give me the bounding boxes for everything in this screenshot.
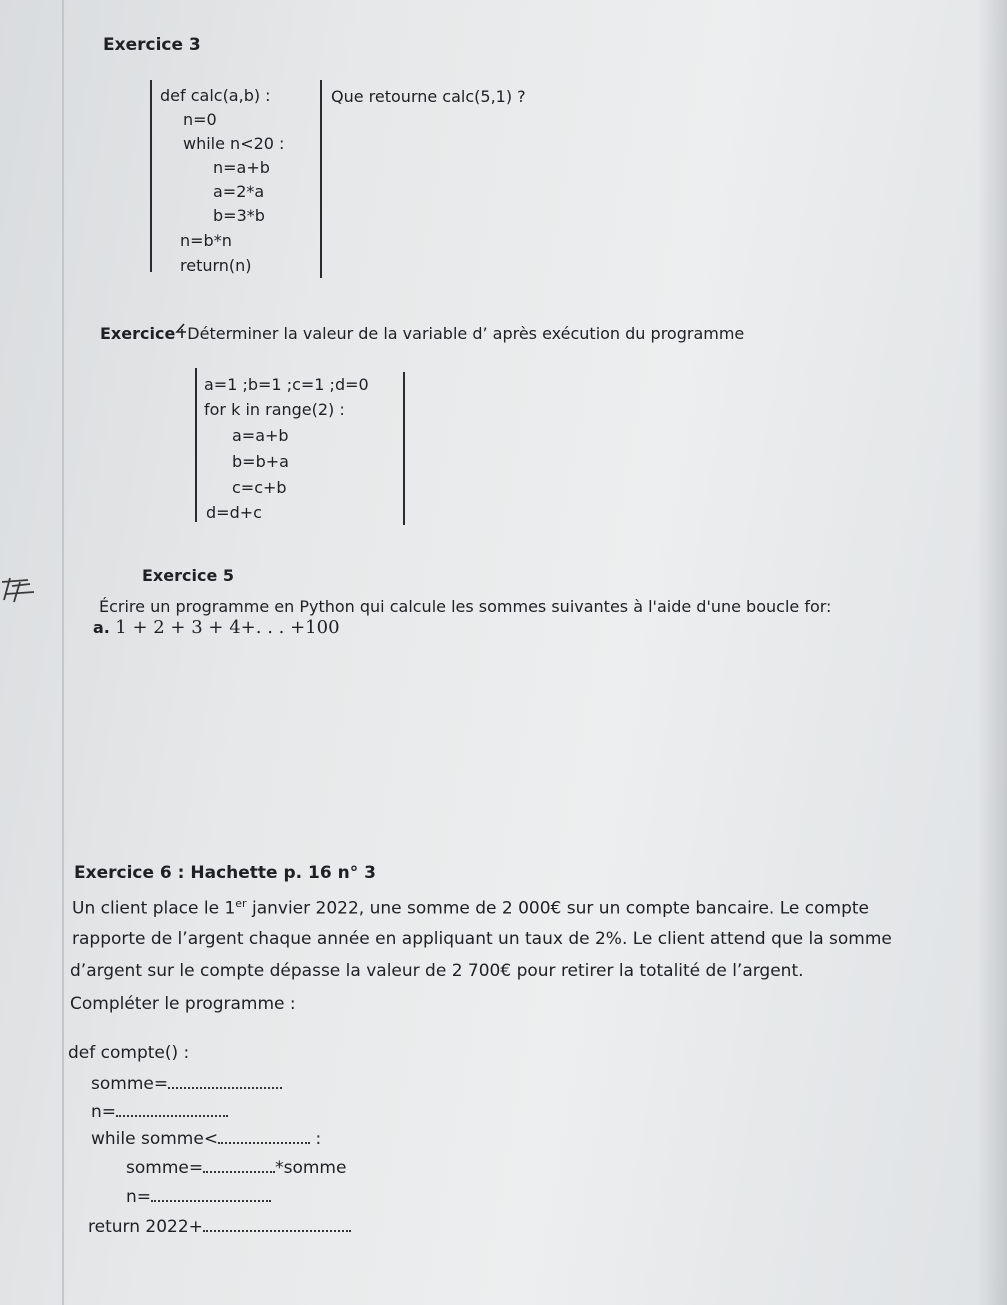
ex4-code-right-border xyxy=(403,372,405,525)
ex3-title: Exercice 3 xyxy=(103,35,201,55)
ex5-instruction: Écrire un programme en Python qui calcule les sommes suivantes à l'aide d'une boucle for: xyxy=(99,597,832,616)
ex6-code-line xyxy=(126,1157,346,1178)
sheet-edge xyxy=(62,0,64,1305)
fill-in-blank[interactable] xyxy=(218,1128,310,1144)
ex6-para-line1-b: janvier 2022, une somme de 2 000€ sur un compte bancaire. Le compte xyxy=(246,898,869,919)
ex3-code-line: a=2*a xyxy=(213,182,265,201)
ex4-code-line: b=b+a xyxy=(232,452,289,471)
ex6-para-line1-a: Un client place le 1 xyxy=(72,898,236,919)
ex6-code-line xyxy=(91,1101,228,1122)
ex3-question: Que retourne calc(5,1) ? xyxy=(331,87,526,106)
ex6-code-somme2-end: *somme xyxy=(275,1158,347,1178)
ex3-code-line: b=3*b xyxy=(213,206,265,225)
ex3-code-line: def calc(a,b) : xyxy=(160,86,271,105)
ex6-title: Exercice 6 : Hachette p. 16 n° 3 xyxy=(74,863,376,883)
ex4-code-line: a=a+b xyxy=(232,426,289,445)
ex3-code-line: n=0 xyxy=(183,110,217,129)
ex4-code-line: c=c+b xyxy=(232,478,287,497)
ex6-code-line xyxy=(91,1128,321,1149)
ex6-code-line: def compte() : xyxy=(68,1043,190,1063)
ex6-code-while: while somme< xyxy=(91,1129,219,1149)
handwritten-mark xyxy=(0,576,40,610)
ex5-item-label: a. xyxy=(93,618,110,637)
ex4-code-line: d=d+c xyxy=(206,503,262,522)
ex6-code-line xyxy=(126,1186,271,1207)
ex4-instruction: Déterminer la valeur de la variable d’ après exécution du programme xyxy=(187,324,745,343)
ex6-para-line: d’argent sur le compte dépasse la valeur de 2 700€ pour retirer la totalité de l’argent. xyxy=(70,961,804,981)
ex5-item-math: 1 + 2 + 3 + 4+. . . +100 xyxy=(115,617,340,638)
ex6-code-ret: return 2022+ xyxy=(88,1217,203,1237)
ex4-code-line: a=1 ;b=1 ;c=1 ;d=0 xyxy=(204,375,369,394)
ex6-code-n2: n= xyxy=(126,1187,152,1207)
ex6-para-line xyxy=(72,897,869,919)
ex3-code-line: n=a+b xyxy=(213,158,270,177)
ex6-code-line xyxy=(88,1216,351,1237)
ex3-code-line: while n<20 : xyxy=(183,134,285,153)
fill-in-blank[interactable] xyxy=(203,1157,275,1173)
ex6-code-while-end: : xyxy=(310,1129,322,1149)
fill-in-blank[interactable] xyxy=(116,1101,228,1117)
ex6-para-line: rapporte de l’argent chaque année en appliquant un taux de 2%. Le client attend que la somme xyxy=(72,929,892,949)
fill-in-blank[interactable] xyxy=(203,1216,351,1232)
ex4-code-line: for k in range(2) : xyxy=(204,400,345,419)
ex3-code-line: return(n) xyxy=(180,256,252,275)
ex6-code-somme: somme= xyxy=(91,1074,169,1094)
ex3-code-line: n=b*n xyxy=(180,231,232,250)
fill-in-blank[interactable] xyxy=(168,1073,282,1089)
page-shadow xyxy=(977,0,1007,1305)
ex6-para-line1-sup: er xyxy=(235,897,247,910)
ex6-code-somme2: somme= xyxy=(126,1158,204,1178)
ex6-instruction: Compléter le programme : xyxy=(70,994,296,1014)
ex6-code-line xyxy=(91,1073,282,1094)
ex4-code-left-border xyxy=(195,368,197,522)
ex6-code-n1: n= xyxy=(91,1102,117,1122)
ex3-code-right-border xyxy=(320,80,322,278)
ex3-code-left-border xyxy=(150,80,152,272)
ex4-title: Exercice xyxy=(100,324,176,343)
ex4-heading xyxy=(100,323,744,343)
fill-in-blank[interactable] xyxy=(151,1186,271,1202)
ex5-item xyxy=(93,617,340,638)
ex5-title: Exercice 5 xyxy=(142,566,234,585)
handwritten-number-mark xyxy=(175,323,187,343)
